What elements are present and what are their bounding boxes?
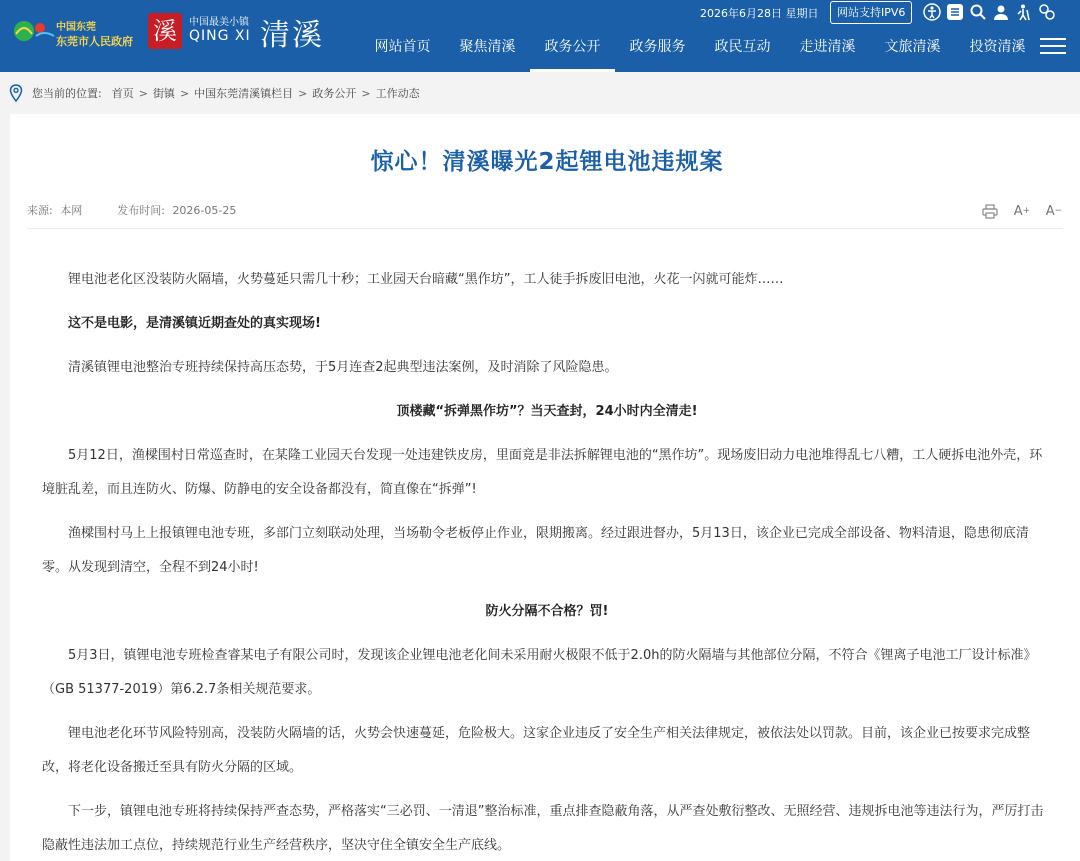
breadcrumb-link[interactable]: 工作动态 xyxy=(375,87,420,100)
font-increase-icon[interactable]: A + xyxy=(1013,203,1031,219)
breadcrumb-separator: > xyxy=(179,86,190,100)
nav-item-7[interactable]: 投资清溪 xyxy=(969,39,1026,55)
article-paragraph: 5月12日，渔樑围村日常巡查时，在某隆工业园天台发现一处违建铁皮房，里面竟是非法拆解锂电池的“黑作坊”。现场废旧动力电池堆得乱七八糟，工人硬拆电池外壳，环境脏乱差，而且连防火、防爆、防静电的安全设备都没有，简直像在“拆弹”! xyxy=(42,448,1043,497)
breadcrumb-separator: > xyxy=(361,86,371,100)
article-paragraph: 渔樑围村马上上报镇锂电池专班，多部门立刻联动处理，当场勒令老板停止作业，限期搬离。经过跟进督办，5月13日，该企业已完成全部设备、物料清退，隐患彻底清零。从发现到清空，全程不到24小时! xyxy=(42,526,1029,575)
nav-item-0[interactable]: 网站首页 xyxy=(374,39,431,55)
nav-item-1[interactable]: 聚焦清溪 xyxy=(459,39,516,55)
location-pin-icon xyxy=(8,84,24,102)
nav-item-2[interactable]: 政务公开 xyxy=(530,26,615,72)
article-paragraph: 下一步，镇锂电池专班将持续保持严查态势，严格落实“三必罚、一清退”整治标准，重点排查隐蔽角落，从严查处敷衍整改、无照经营、违规拆电池等违法行为，严厉打击隐蔽性违法加工点位，持续规范行业生产经营秩序，坚决守住全镇安全生产底线。 xyxy=(42,804,1044,853)
breadcrumb-link[interactable]: 政务公开 xyxy=(312,87,357,100)
article-paragraph: 清溪镇锂电池整治专班持续保持高压态势，于5月连查2起典型违法案例，及时消除了风险隐患。 xyxy=(68,360,618,375)
breadcrumb xyxy=(8,82,420,104)
article-title: 惊心！清溪曝光2起锂电池违规案 xyxy=(370,149,724,175)
article-meta xyxy=(27,202,240,218)
accessibility-icon[interactable] xyxy=(922,1,942,23)
article-subheading: 顶楼藏“拆弹黑作坊”？当天查封，24小时内全清走! xyxy=(396,404,698,419)
nav-item-4[interactable]: 政民互动 xyxy=(714,39,771,55)
current-date: 2026年6月28日 星期日 xyxy=(700,7,819,20)
gov-logo-line1: 中国东莞 xyxy=(56,22,96,33)
print-icon[interactable] xyxy=(979,202,1001,220)
article-paragraph: 锂电池老化区没装防火隔墙，火势蔓延只需几十秒；工业园天台暗藏“黑作坊”，工人徒手拆废旧电池，火花一闪就可能炸…… xyxy=(68,272,784,287)
header-tools xyxy=(922,1,1057,23)
article-paragraph: 这不是电影，是清溪镇近期查处的真实现场! xyxy=(68,316,321,331)
qingxi-seal-logo[interactable]: 溪 xyxy=(148,13,182,49)
barrier-free-icon[interactable] xyxy=(945,1,965,23)
site-header xyxy=(0,0,1080,72)
menu-icon[interactable] xyxy=(1040,38,1066,56)
language-icon[interactable] xyxy=(1037,1,1057,23)
breadcrumb-link[interactable]: 中国东莞清溪镇栏目 xyxy=(194,87,294,100)
nav-item-5[interactable]: 走进清溪 xyxy=(799,39,856,55)
source-label: 来源: xyxy=(27,204,53,217)
main-nav xyxy=(360,26,1040,72)
breadcrumb-link[interactable]: 首页 xyxy=(111,87,134,100)
article-tools xyxy=(979,202,1065,220)
ipv6-badge: 网站支持IPV6 xyxy=(830,1,912,24)
brand-tagline: 中国最美小镇 xyxy=(189,17,249,28)
article-body xyxy=(42,263,1052,861)
user-icon[interactable] xyxy=(991,1,1011,23)
breadcrumb-link[interactable]: 街镇 xyxy=(152,87,175,100)
source-value: 本网 xyxy=(60,204,83,217)
article-subheading: 防火分隔不合格？罚! xyxy=(485,604,609,619)
elder-mode-icon[interactable] xyxy=(1014,1,1034,23)
article-paragraph: 5月3日，镇锂电池专班检查睿某电子有限公司时，发现该企业锂电池老化间未采用耐火极限不低于2.0h的防火隔墙与其他部位分隔，不符合《锂离子电池工厂设计标准》（GB 51377-2019）第6.2.7条相关规范要求。 xyxy=(42,648,1037,697)
meta-divider xyxy=(27,228,1063,229)
article-paragraph: 锂电池老化环节风险特别高，没装防火隔墙的话，火势会快速蔓延，危险极大。这家企业违反了安全生产相关法律规定，被依法处以罚款。目前，该企业已按要求完成整改，将老化设备搬迁至具有防火分隔的区域。 xyxy=(42,726,1031,775)
search-icon[interactable] xyxy=(968,1,988,23)
font-decrease-icon[interactable]: A − xyxy=(1045,203,1063,219)
breadcrumb-label: 您当前的位置: xyxy=(32,87,102,100)
nav-item-6[interactable]: 文旅清溪 xyxy=(884,39,941,55)
gov-logo[interactable] xyxy=(10,16,138,48)
brand-pinyin: QING XI xyxy=(189,28,251,44)
dongguan-emblem-icon xyxy=(10,18,58,44)
date-label: 发布时间: xyxy=(117,204,165,217)
breadcrumb-separator: > xyxy=(138,86,148,100)
breadcrumb-separator: > xyxy=(298,86,308,100)
publish-date: 2026-05-25 xyxy=(172,204,237,217)
nav-item-3[interactable]: 政务服务 xyxy=(629,39,686,55)
brand-name[interactable]: 清溪 xyxy=(260,18,324,53)
gov-logo-line2: 东莞市人民政府 xyxy=(56,35,133,48)
